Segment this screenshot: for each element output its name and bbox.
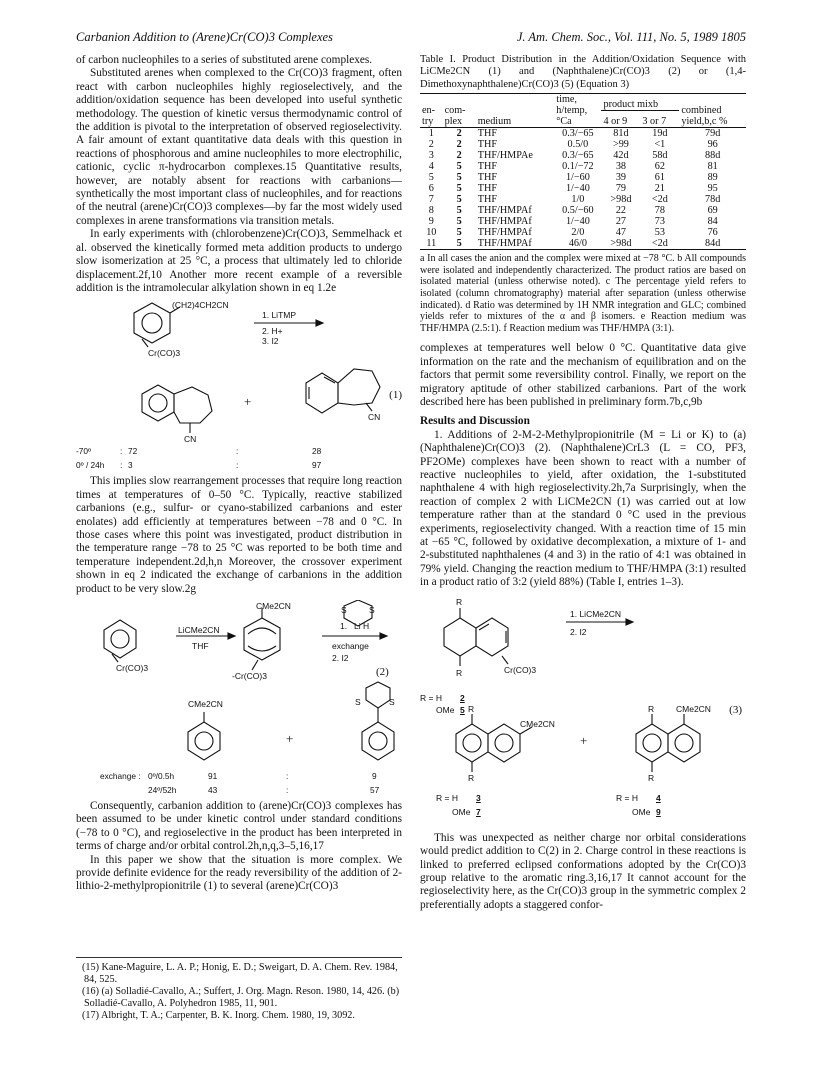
cn-label: CN — [184, 434, 197, 445]
equation-number: (2) — [376, 665, 389, 678]
equation-1-drawing — [76, 299, 402, 471]
paragraph: Consequently, carbanion addition to (arene)Cr(CO)3 complexes has been assumed to be under kinetic control under standard conditions (−78 to 0 °C), and regioselective in the product has been interpreted in terms of charge and/or orbital control.2h,n,q,3–5,16,17 — [76, 799, 402, 853]
section-heading: Results and Discussion — [420, 415, 530, 428]
paragraph: 1. Additions of 2-M-2-Methylpropionitrile (M = Li or K) to (a) (Naphthalene)Cr(CO)3 (2). (Naphthalene)CrL3 (L = CO, PF3, PF2OMe) complexes have been shown to react with a number of reactive nucleophiles to yield, after oxidation, the 1-substituted naphthalene 4 with high regioselectivity.2h,7a Surprisingly, when the reaction of complex 2 with LiCMe2CN (1) was carried out at low temperature rather than at the standard 0 °C used in the previous experiments, regioselectivity changed. With a reaction time of 15 min at −65 °C, followed by oxidative decomplexation, a mixture of 1- and 2-substituted naphthalenes (4 and 3) in the ratio of 4:1 was obtained in 79% yield. Changing the reaction medium to THF/HMPA (3:1) resulted in a product ratio of 3:2 (yield 88%) (Table I, entries 1–3). — [420, 428, 746, 589]
solvent-label: THF — [192, 640, 209, 651]
legend-text: OMe — [452, 806, 471, 817]
table-cell: 1/−40 — [565, 216, 590, 228]
table-cell: >98d — [610, 238, 632, 250]
table-cell: THF — [477, 128, 497, 140]
table-cell: 47 — [615, 227, 627, 239]
ratio-value: 9 — [372, 770, 377, 781]
cn-label: CN — [368, 412, 381, 423]
ratio-value: 43 — [208, 784, 218, 795]
table-cell: <2d — [651, 238, 668, 250]
table-cell: 0.3/−65 — [562, 150, 594, 162]
left-column — [76, 54, 402, 894]
table-cell: THF — [477, 194, 497, 206]
paragraph: complexes at temperatures well below 0 °C. Quantitative data give information on the rate and the mechanism of equilibration and on the factors that permit some reversibility control. Finally, we report on the migratory aptitude of other stabilized carbanions. Part of the work described here has been published in preliminary form.7b,c,9b — [420, 342, 746, 408]
condition-label: 0º/0.5h — [148, 770, 175, 781]
plus-sign: + — [244, 394, 252, 410]
table-cell: 10 — [426, 227, 437, 239]
footnote-references — [76, 957, 402, 1022]
table-row — [420, 238, 746, 250]
product-distribution-table — [420, 93, 746, 250]
table-cell: 2/0 — [571, 227, 585, 239]
table-cell: 5 — [456, 172, 462, 184]
legend-text: R = H — [616, 792, 638, 803]
exchange-caption: exchange : — [100, 770, 141, 781]
table-row — [420, 139, 746, 150]
compound-number: 7 — [476, 806, 481, 817]
table-body — [420, 128, 746, 250]
table-row — [420, 128, 746, 140]
compound-number: 3 — [476, 792, 481, 803]
table-cell: 1/−40 — [565, 183, 590, 195]
table-cell: 5 — [456, 216, 462, 228]
legend-text: R = H — [420, 692, 442, 703]
table-row — [420, 150, 746, 161]
table-cell: 61 — [654, 172, 665, 184]
reagent-step: 1. LiTMP — [262, 310, 297, 321]
table-cell: 22 — [615, 205, 627, 217]
table-cell: 88d — [705, 150, 721, 162]
reference-item: (16) (a) Solladié-Cavallo, A.; Suffert, J. Org. Magn. Reson. 1980, 14, 426. (b) Solladié-Cavallo, A. Polyhedron 1985, 11, 901. — [82, 986, 400, 1009]
table-cell: 96 — [707, 139, 718, 151]
table-row — [420, 172, 746, 183]
sulfur-label: S — [341, 604, 347, 615]
table-cell: 42d — [613, 150, 629, 162]
table-cell: 69 — [707, 205, 718, 217]
paragraph: This was unexpected as neither charge nor orbital considerations would predict addition to C(2) in 2. Charge control in these reactions is linked to preferred eclipsed conformations adopted by the Cr(CO)3 group relative to the aromatic ring.3,16,17 It cannot account for the regioselectivity here, as the Cr(CO)3 group in the symmetric complex 2 preferentially adopts a staggered confor- — [420, 831, 746, 911]
paragraph: In early experiments with (chlorobenzene)Cr(CO)3, Semmelhack et al. observed the kinetically formed meta addition products to undergo slow isomerization at 25 °C, a process that ultimately led to chloride displacement.2f,10 Another more recent example of a reversible addition is the intramolecular alkylation shown in eq 1.2e — [76, 228, 402, 294]
ratio-separator: : — [120, 460, 123, 471]
ratio-colon: : — [286, 784, 289, 795]
table-cell: 81 — [707, 161, 718, 173]
r-group-label: R — [456, 667, 463, 678]
ratio-colon: : — [236, 446, 239, 457]
table-cell: THF/HMPAf — [477, 216, 532, 228]
table-cell: 79 — [615, 183, 627, 195]
table-cell: 11 — [426, 238, 437, 250]
table-row — [420, 205, 746, 216]
ratio-value: 91 — [208, 770, 218, 781]
reagent-step: 2. I2 — [570, 626, 587, 637]
condition-label: 24º/52h — [148, 784, 177, 795]
table-cell: 27 — [615, 216, 627, 228]
table-cell: 78d — [705, 194, 721, 206]
ratio-separator: : — [120, 446, 123, 457]
table-cell: 9 — [428, 216, 434, 228]
legend-text: OMe — [436, 704, 455, 715]
table-row — [420, 183, 746, 194]
table-cell: 2 — [456, 128, 462, 140]
column-header-entry: en- try — [422, 105, 436, 128]
equation-number: (3) — [729, 703, 742, 716]
step-label: 2. I2 — [332, 652, 349, 663]
table-cell: 1/−60 — [565, 172, 590, 184]
equation-1 — [76, 299, 402, 471]
table-cell: 76 — [707, 227, 718, 239]
table-cell: 8 — [428, 205, 434, 217]
sulfur-label: S — [389, 696, 395, 707]
table-cell: 2 — [428, 139, 434, 151]
table-cell: 19d — [652, 128, 668, 140]
table-cell: 38 — [615, 161, 627, 173]
table-cell: 5 — [456, 183, 462, 195]
table-cell: 58d — [652, 150, 668, 162]
table-cell: 5 — [456, 227, 462, 239]
r-group-label: R — [648, 772, 655, 783]
table-cell: <1 — [654, 139, 666, 151]
step-number: 1. — [340, 620, 348, 631]
table-cell: >99 — [612, 139, 629, 151]
table-cell: 1 — [428, 128, 434, 140]
substituent-label: (CH2)4CH2CN — [172, 300, 229, 311]
table-cell: 53 — [654, 227, 665, 239]
r-group-label: R — [468, 772, 475, 783]
table-cell: 5 — [456, 194, 462, 206]
table-cell: 84d — [705, 238, 721, 250]
ratio-value: 57 — [370, 784, 380, 795]
lithio-label: Li H — [354, 620, 370, 631]
column-header-mix-b: 3 or 7 — [642, 116, 667, 128]
sulfur-label: S — [355, 696, 361, 707]
table-cell: 79d — [705, 128, 721, 140]
paragraph: of carbon nucleophiles to a series of substituted arene complexes. — [76, 54, 373, 66]
table-cell: THF — [477, 172, 497, 184]
table-row — [420, 161, 746, 172]
legend-text: OMe — [632, 806, 651, 817]
chromium-label: Cr(CO)3 — [148, 348, 181, 359]
equation-3 — [420, 594, 746, 828]
reagent-label: LiCMe2CN — [178, 624, 220, 635]
table-cell: 3 — [428, 150, 434, 162]
ratio-colon: : — [236, 460, 239, 471]
table-cell: 81d — [613, 128, 629, 140]
table-cell: 5 — [456, 205, 462, 217]
table-cell: 39 — [615, 172, 627, 184]
sulfur-label: S — [369, 604, 375, 615]
compound-number: 5 — [460, 704, 465, 715]
equation-number: (1) — [389, 389, 402, 402]
chromium-label: -Cr(CO)3 — [232, 670, 267, 681]
table-row — [420, 227, 746, 238]
r-group-label: R — [456, 596, 463, 607]
cme2cn-label: CMe2CN — [676, 703, 711, 714]
cme2cn-label: CMe2CN — [520, 718, 555, 729]
table-cell: THF/HMPAf — [477, 238, 532, 250]
column-header-complex: com- plex — [444, 105, 466, 128]
ratio-value: 3 — [128, 460, 133, 471]
table-cell: >98d — [610, 194, 632, 206]
compound-number: 2 — [460, 692, 465, 703]
table-cell: THF — [477, 183, 497, 195]
table-cell: 6 — [428, 183, 434, 195]
table-cell: 0.3/−65 — [562, 128, 594, 140]
table-cell: THF/HMPAf — [477, 205, 532, 217]
table-cell: 95 — [707, 183, 718, 195]
reagent-step: 2. H+ — [262, 326, 283, 337]
paragraph: Substituted arenes when complexed to the Cr(CO)3 fragment, often react with carbon nucleophiles highly regioselectively, and the addition/oxidation sequence has been developed into useful synthetic methodology. The question of kinetic versus thermodynamic control of the addition is pivotal to the interpretation of observed regioselectivity. A fair amount of extant quantitative data deals with this question in reactions of phosphorous and amine nucleophiles to more electrophilic, cationic, cyclic π-hydrocarbon complexes.15 Quantitative results, however, are notably absent for reactions with carbanions—synthetically the most important class of nucleophiles, and for reactions of the neutral (arene)Cr(CO)3 complexes—by far the most widely used complexes in arene transformations via transition metals. — [76, 67, 402, 227]
chromium-label: Cr(CO)3 — [504, 664, 537, 675]
table-cell: 0.5/−60 — [562, 205, 594, 217]
reference-item: (15) Kane-Maguire, L. A. P.; Honig, E. D.; Sweigart, D. A. Chem. Rev. 1984, 84, 525. — [82, 962, 398, 985]
table-cell: THF — [477, 139, 497, 151]
condition-label: 0º / 24h — [76, 460, 105, 471]
plus-sign: + — [580, 732, 588, 748]
reference-item: (17) Albright, T. A.; Carpenter, B. K. Inorg. Chem. 1980, 19, 3092. — [82, 1010, 355, 1021]
right-column — [420, 54, 746, 912]
header-title: Carbanion Addition to (Arene)Cr(CO)3 Complexes — [76, 30, 333, 44]
table-footnotes: a In all cases the anion and the complex were mixed at −78 °C. b All compounds were isolated and independently characterized. The product ratios are based on isolated material (unless otherwise noted). c The percentage yield refers to isolated (column chromatography) material after separation (unless otherwise indicated). d Ratio was determined by 1H NMR integration and GLC; combined yields refer to mixtures of the α and β isomers. e Reaction medium was THF/HMPA (2.5:1). f Reaction medium was THF/HMPA (3:1). — [420, 253, 746, 334]
compound-number: 4 — [656, 792, 661, 803]
table-cell: 46/0 — [568, 238, 587, 250]
table-cell: THF/HMPAe — [477, 150, 533, 162]
ratio-value: 28 — [312, 446, 322, 457]
legend-text: R = H — [436, 792, 458, 803]
column-header-mix-a: 4 or 9 — [603, 116, 628, 128]
table-cell: 73 — [654, 216, 665, 228]
paragraph: In this paper we show that the situation is more complex. We provide definite evidence for the ready reversibility of the addition of 2-lithio-2-methylpropionitrile (1) to several (arene)Cr(CO)3 — [76, 853, 402, 893]
r-group-label: R — [468, 703, 475, 714]
table-cell: 21 — [654, 183, 665, 195]
table-cell: 2 — [456, 139, 462, 151]
table-cell: 0.1/−72 — [562, 161, 594, 173]
table-cell: 7 — [428, 194, 434, 206]
table-cell: 5 — [428, 172, 434, 184]
table-caption: Table I. Product Distribution in the Addition/Oxidation Sequence with LiCMe2CN (1) and (Naphthalene)Cr(CO)3 (2) or (1,4-Dimethoxynaphthalene)Cr(CO)3 (5) (Equation 3) — [420, 54, 746, 90]
cme2cn-label: CMe2CN — [256, 600, 291, 611]
table-cell: 1/0 — [571, 194, 585, 206]
table-cell: 62 — [654, 161, 665, 173]
table-cell: 89 — [707, 172, 718, 184]
table-cell: THF — [477, 161, 497, 173]
table-row — [420, 216, 746, 227]
table-cell: 5 — [456, 161, 462, 173]
table-cell: 2 — [456, 150, 462, 162]
equation-2 — [76, 600, 402, 796]
table-cell: 5 — [456, 238, 462, 250]
table-cell: <2d — [651, 194, 668, 206]
column-header-time: time, h/temp, °Ca — [556, 94, 588, 128]
ratio-value: 97 — [312, 460, 322, 471]
chromium-label: Cr(CO)3 — [116, 662, 149, 673]
column-header-product-mix: product mixb — [601, 94, 679, 111]
paragraph: This implies slow rearrangement processes that require long reaction times at temperatures of 0–50 °C. Typically, reactive stabilized carbanions (e.g., sulfur- or cyano-stabilized carbanions and ester enolates) add efficiently at temperatures between −78 and 0 °C. In those cases where this point was investigated, product distribution in the temperature range −78 to 25 °C was reported to be both time and temperature independent.2d,h,n Moreover, the crossover experiment shown in eq 2 indicated the exchange of carbanions in the addition product to be very slow.2g — [76, 475, 402, 595]
condition-label: -70º — [76, 446, 92, 457]
table-cell: 84 — [707, 216, 718, 228]
table-cell: 78 — [654, 205, 665, 217]
cme2cn-label: CMe2CN — [188, 698, 223, 709]
table-cell: 0.5/0 — [567, 139, 589, 151]
r-group-label: R — [648, 703, 655, 714]
header-citation: J. Am. Chem. Soc., Vol. 111, No. 5, 1989 1805 — [516, 30, 746, 44]
plus-sign: + — [286, 730, 294, 746]
ratio-colon: : — [286, 770, 289, 781]
column-header-medium: medium — [477, 116, 512, 128]
reagent-step: 1. LiCMe2CN — [570, 608, 622, 619]
column-header-yield: combined yield,b,c % — [681, 105, 728, 128]
reagent-step: 3. I2 — [262, 336, 279, 347]
ratio-value: 72 — [128, 446, 138, 457]
compound-number: 9 — [656, 806, 661, 817]
exchange-label: exchange — [332, 640, 369, 651]
table-row — [420, 194, 746, 205]
table-cell: THF/HMPAf — [477, 227, 532, 239]
table-cell: 4 — [428, 161, 434, 173]
